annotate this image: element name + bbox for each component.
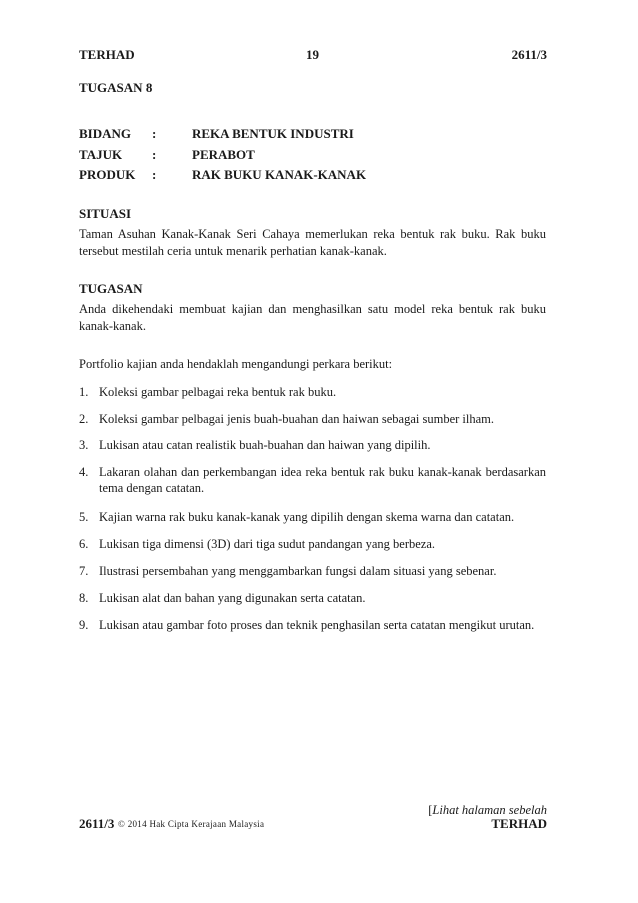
header-classification: TERHAD	[79, 47, 135, 62]
info-key: BIDANG	[79, 126, 132, 141]
list-item-number: 1.	[79, 385, 89, 399]
tugasan-heading: TUGASAN	[79, 281, 143, 296]
list-item-text: Koleksi gambar pelbagai jenis buah-buahan dan haiwan sebagai sumber ilham.	[99, 412, 495, 426]
list-item-number: 5.	[79, 510, 89, 524]
list-item-text: Lukisan atau gambar foto proses dan teknik penghasilan serta catatan mengikut urutan.	[99, 618, 535, 632]
list-item-text: Lukisan atau catan realistik buah-buahan dan haiwan yang dipilih.	[99, 438, 431, 452]
info-value: REKA BENTUK INDUSTRI	[192, 126, 354, 141]
list-item-number: 2.	[79, 412, 89, 426]
header-paper-code: 2611/3	[511, 47, 547, 62]
task-title: TUGASAN 8	[79, 80, 153, 95]
next-page-bracket: [	[428, 803, 433, 817]
situasi-heading: SITUASI	[79, 206, 132, 221]
list-item-number: 9.	[79, 618, 89, 632]
list-item-text: Kajian warna rak buku kanak-kanak yang dipilih dengan skema warna dan catatan.	[99, 510, 515, 524]
list-item-number: 6.	[79, 537, 89, 551]
next-page-text: Lihat halaman sebelah	[432, 803, 547, 817]
list-item-number: 3.	[79, 438, 89, 452]
situasi-text: Taman Asuhan Kanak-Kanak Seri Cahaya memerlukan reka bentuk rak buku. Rak buku tersebut mestilah ceria untuk menarik perhatian kanak-kanak.	[79, 227, 546, 258]
list-item-text: Ilustrasi persembahan yang menggambarkan fungsi dalam situasi yang sebenar.	[99, 564, 497, 578]
footer-copyright: © 2014 Hak Cipta Kerajaan Malaysia	[118, 819, 265, 829]
tugasan-text: Anda dikehendaki membuat kajian dan menghasilkan satu model reka bentuk rak buku kanak-kanak.	[79, 302, 546, 333]
list-item-number: 4.	[79, 465, 89, 479]
list-item-number: 8.	[79, 591, 89, 605]
info-separator: :	[152, 147, 157, 162]
portfolio-intro: Portfolio kajian anda hendaklah mengandungi perkara berikut:	[79, 357, 393, 371]
list-item-text: Koleksi gambar pelbagai reka bentuk rak buku.	[99, 385, 337, 399]
header-page-number: 19	[306, 47, 319, 62]
list-item-text: Lakaran olahan dan perkembangan idea reka bentuk rak buku kanak-kanak berdasarkan tema dengan catatan.	[99, 465, 546, 495]
info-value: PERABOT	[192, 147, 255, 162]
info-separator: :	[152, 126, 157, 141]
list-item-text: Lukisan tiga dimensi (3D) dari tiga sudut pandangan yang berbeza.	[99, 537, 436, 551]
list-item-text: Lukisan alat dan bahan yang digunakan serta catatan.	[99, 591, 366, 605]
info-value: RAK BUKU KANAK-KANAK	[192, 167, 367, 182]
footer-classification: TERHAD	[491, 816, 547, 831]
list-item-number: 7.	[79, 564, 89, 578]
info-key: PRODUK	[79, 167, 136, 182]
info-key: TAJUK	[79, 147, 123, 162]
footer-paper-code: 2611/3	[79, 816, 115, 831]
info-separator: :	[152, 167, 157, 182]
